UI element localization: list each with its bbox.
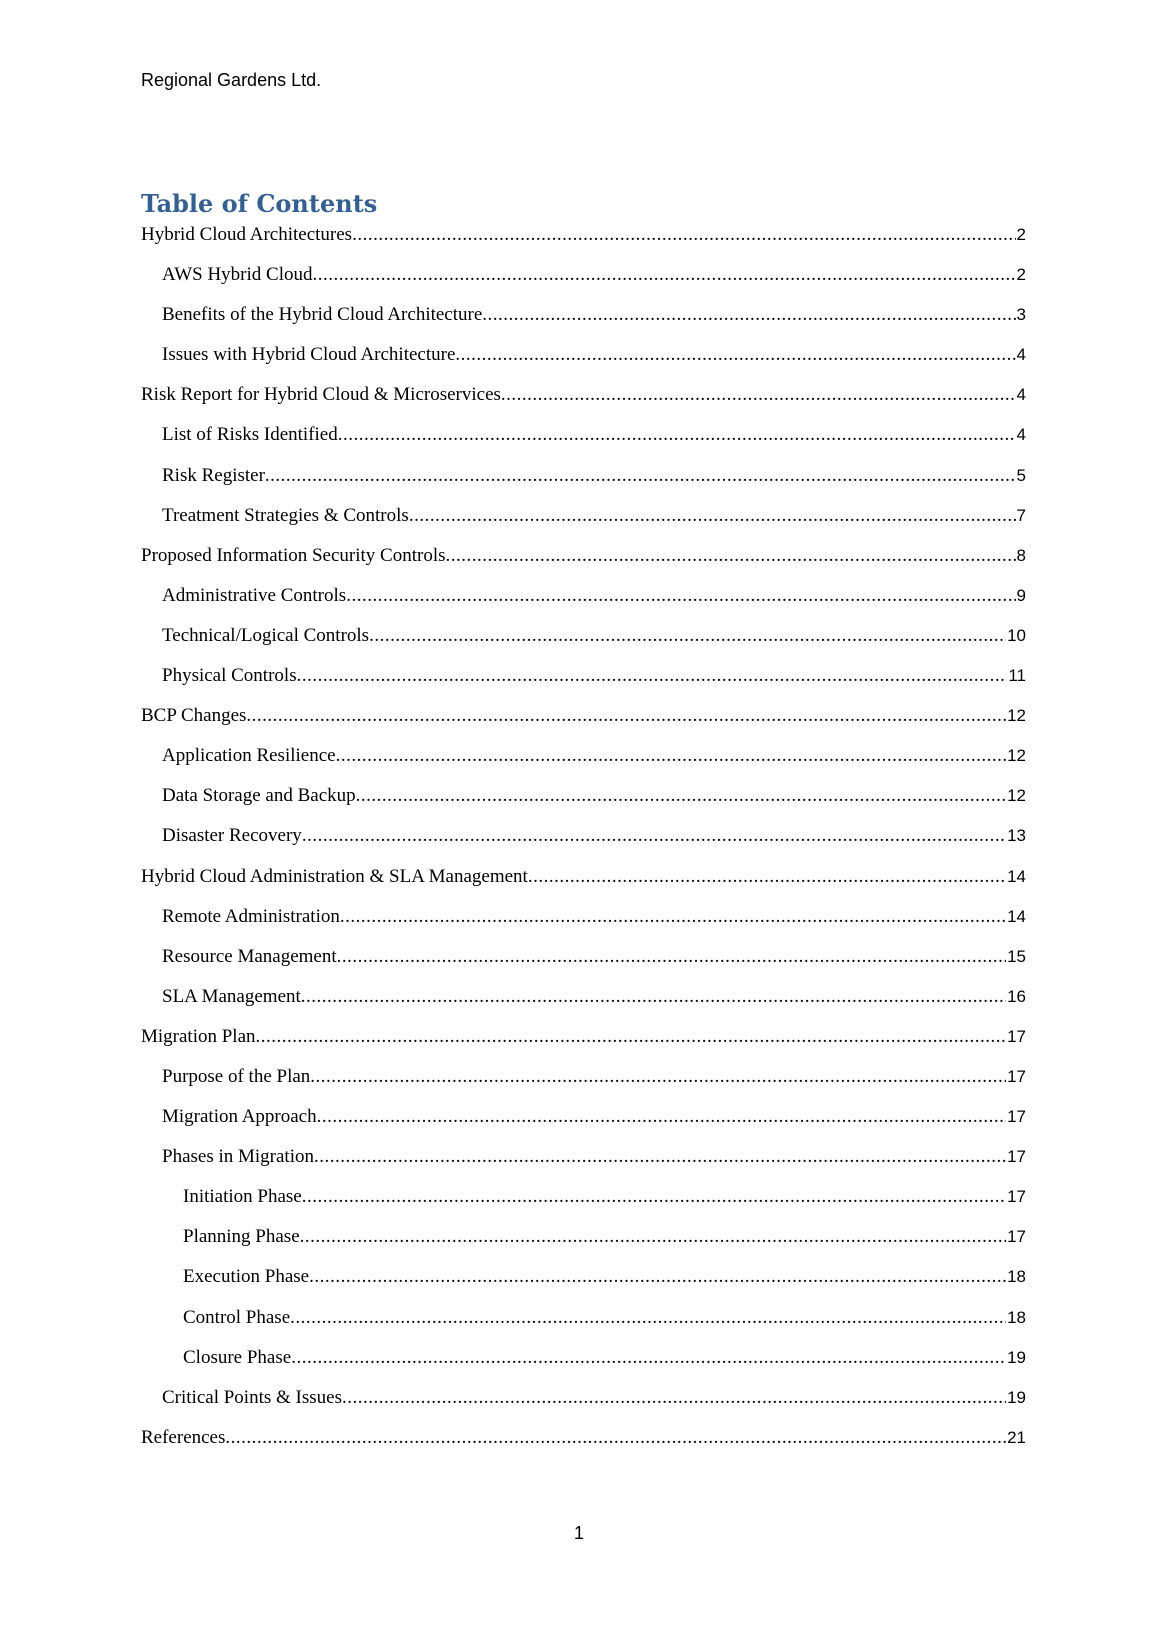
- toc-dot-leader: [342, 1384, 1006, 1412]
- toc-entry[interactable]: [141, 301, 1026, 341]
- toc-entry-label[interactable]: Remote Administration: [162, 905, 340, 927]
- toc-entry-label[interactable]: Data Storage and Backup: [162, 785, 356, 807]
- toc-entry-label[interactable]: Benefits of the Hybrid Cloud Architecture: [162, 304, 483, 326]
- toc-entry[interactable]: [141, 1103, 1026, 1143]
- toc-entry[interactable]: [141, 782, 1026, 822]
- toc-entry-label[interactable]: List of Risks Identified: [162, 424, 338, 446]
- toc-entry-page[interactable]: 19: [1007, 1387, 1026, 1407]
- toc-dot-leader: [528, 863, 1006, 891]
- toc-entry-label[interactable]: Initiation Phase: [183, 1186, 302, 1208]
- toc-entry-label[interactable]: Risk Register: [162, 464, 265, 486]
- toc-entry[interactable]: [141, 542, 1026, 582]
- toc-entry-page[interactable]: 10: [1007, 625, 1026, 645]
- toc-entry-page[interactable]: 14: [1007, 866, 1026, 886]
- toc-entry-page[interactable]: 18: [1007, 1267, 1026, 1287]
- toc-entry-label[interactable]: Application Resilience: [162, 745, 336, 767]
- toc-dot-leader: [291, 1344, 1006, 1372]
- toc-dot-leader: [225, 1424, 1006, 1452]
- toc-entry-page[interactable]: 4: [1016, 345, 1026, 365]
- toc-entry[interactable]: [141, 943, 1026, 983]
- toc-entry-label[interactable]: Resource Management: [162, 945, 337, 967]
- toc-list: [141, 221, 1026, 1464]
- toc-entry-label[interactable]: Planning Phase: [183, 1226, 300, 1248]
- toc-dot-leader: [301, 983, 1006, 1011]
- toc-entry-label[interactable]: Hybrid Cloud Administration & SLA Management: [141, 865, 528, 887]
- toc-entry[interactable]: [141, 662, 1026, 702]
- toc-dot-leader: [302, 1183, 1006, 1211]
- toc-entry[interactable]: [141, 742, 1026, 782]
- toc-entry-label[interactable]: Administrative Controls: [162, 584, 347, 606]
- toc-entry-label[interactable]: Risk Report for Hybrid Cloud & Microservices: [141, 384, 501, 406]
- toc-entry-label[interactable]: Phases in Migration: [162, 1146, 314, 1168]
- toc-entry-page[interactable]: 5: [1016, 465, 1026, 485]
- toc-dot-leader: [312, 261, 1015, 289]
- toc-dot-leader: [409, 502, 1016, 530]
- toc-entry-label[interactable]: Physical Controls: [162, 665, 297, 687]
- toc-entry[interactable]: [141, 1304, 1026, 1344]
- toc-entry[interactable]: [141, 863, 1026, 903]
- toc-entry-page[interactable]: 15: [1007, 946, 1026, 966]
- toc-entry[interactable]: [141, 822, 1026, 862]
- toc-entry[interactable]: [141, 421, 1026, 461]
- toc-dot-leader: [265, 462, 1016, 490]
- toc-entry-page[interactable]: 17: [1007, 1227, 1026, 1247]
- toc-entry[interactable]: [141, 1183, 1026, 1223]
- toc-dot-leader: [501, 381, 1016, 409]
- toc-entry[interactable]: [141, 1223, 1026, 1263]
- toc-entry-label[interactable]: Critical Points & Issues: [162, 1386, 342, 1408]
- toc-dot-leader: [302, 822, 1006, 850]
- toc-entry-page[interactable]: 3: [1016, 305, 1026, 325]
- toc-entry[interactable]: [141, 622, 1026, 662]
- toc-entry-page[interactable]: 17: [1007, 1107, 1026, 1127]
- toc-entry-page[interactable]: 12: [1007, 746, 1026, 766]
- toc-dot-leader: [297, 662, 1008, 690]
- toc-entry-label[interactable]: Disaster Recovery: [162, 825, 302, 847]
- toc-title: Table of Contents: [141, 189, 378, 218]
- toc-entry-label[interactable]: Control Phase: [183, 1306, 291, 1328]
- toc-dot-leader: [346, 582, 1015, 610]
- toc-entry[interactable]: [141, 261, 1026, 301]
- toc-entry-label[interactable]: Migration Approach: [162, 1106, 317, 1128]
- toc-dot-leader: [256, 1023, 1007, 1051]
- toc-entry[interactable]: [141, 1143, 1026, 1183]
- toc-dot-leader: [338, 421, 1016, 449]
- toc-dot-leader: [369, 622, 1006, 650]
- toc-entry-page[interactable]: 8: [1016, 545, 1026, 565]
- toc-entry-label[interactable]: Hybrid Cloud Architectures: [141, 224, 353, 245]
- toc-entry[interactable]: [141, 381, 1026, 421]
- toc-entry[interactable]: [141, 1063, 1026, 1103]
- toc-entry-page[interactable]: 4: [1016, 425, 1026, 445]
- toc-entry-label[interactable]: Issues with Hybrid Cloud Architecture: [162, 344, 456, 366]
- toc-entry-page[interactable]: 17: [1007, 1026, 1026, 1046]
- toc-entry-label[interactable]: AWS Hybrid Cloud: [162, 264, 313, 286]
- toc-dot-leader: [317, 1103, 1006, 1131]
- toc-entry[interactable]: [141, 1424, 1026, 1464]
- toc-entry-label[interactable]: References: [141, 1426, 226, 1448]
- toc-entry-page[interactable]: 18: [1007, 1307, 1026, 1327]
- toc-entry-page[interactable]: 17: [1007, 1147, 1026, 1167]
- toc-dot-leader: [482, 301, 1015, 329]
- toc-dot-leader: [455, 341, 1015, 369]
- toc-entry-page[interactable]: 17: [1007, 1066, 1026, 1086]
- toc-dot-leader: [309, 1263, 1006, 1291]
- toc-entry-page[interactable]: 17: [1007, 1187, 1026, 1207]
- toc-entry-page[interactable]: 4: [1016, 385, 1026, 405]
- toc-entry-page[interactable]: 13: [1007, 826, 1026, 846]
- toc-entry-page[interactable]: 14: [1007, 906, 1026, 926]
- toc-entry-page[interactable]: 21: [1007, 1427, 1026, 1447]
- toc-entry[interactable]: [141, 221, 1026, 261]
- toc-entry[interactable]: [141, 341, 1026, 381]
- toc-entry-page[interactable]: 11: [1008, 666, 1026, 686]
- toc-dot-leader: [446, 542, 1016, 570]
- toc-dot-leader: [340, 903, 1006, 931]
- toc-entry-label[interactable]: SLA Management: [162, 985, 301, 1007]
- toc-dot-leader: [336, 742, 1006, 770]
- toc-entry-label[interactable]: BCP Changes: [141, 705, 247, 727]
- toc-entry-label[interactable]: Proposed Information Security Controls: [141, 544, 446, 566]
- toc-entry[interactable]: [141, 582, 1026, 622]
- toc-entry[interactable]: [141, 1263, 1026, 1303]
- page-header-company: Regional Gardens Ltd.: [141, 70, 322, 90]
- toc-dot-leader: [314, 1143, 1006, 1171]
- toc-entry-label[interactable]: Execution Phase: [183, 1266, 310, 1288]
- toc-entry-page[interactable]: 12: [1007, 706, 1026, 726]
- toc-entry-page[interactable]: 19: [1007, 1347, 1026, 1367]
- toc-dot-leader: [337, 943, 1006, 971]
- toc-entry[interactable]: [141, 1023, 1026, 1063]
- toc-entry[interactable]: [141, 462, 1026, 502]
- toc-entry-label[interactable]: Technical/Logical Controls: [162, 624, 370, 646]
- toc-entry-page[interactable]: 12: [1007, 786, 1026, 806]
- toc-entry-label[interactable]: Migration Plan: [141, 1025, 256, 1047]
- toc-entry-label[interactable]: Treatment Strategies & Controls: [162, 504, 409, 526]
- toc-entry-page[interactable]: 2: [1016, 265, 1026, 285]
- toc-entry-page[interactable]: 16: [1007, 986, 1026, 1006]
- toc-dot-leader: [290, 1304, 1006, 1332]
- toc-entry[interactable]: [141, 502, 1026, 542]
- toc-entry[interactable]: [141, 702, 1026, 742]
- toc-dot-leader: [356, 782, 1006, 810]
- page-number: 1: [573, 1523, 584, 1543]
- toc-dot-leader: [352, 221, 1015, 249]
- toc-dot-leader: [310, 1063, 1006, 1091]
- toc-entry-page[interactable]: 9: [1016, 585, 1026, 605]
- toc-entry[interactable]: [141, 1384, 1026, 1424]
- toc-entry-label[interactable]: Closure Phase: [183, 1346, 292, 1368]
- toc-entry-page[interactable]: 7: [1016, 505, 1026, 525]
- toc-dot-leader: [246, 702, 1006, 730]
- toc-entry[interactable]: [141, 903, 1026, 943]
- toc-entry[interactable]: [141, 983, 1026, 1023]
- toc-dot-leader: [300, 1223, 1006, 1251]
- toc-entry-page[interactable]: 2: [1016, 225, 1026, 244]
- toc-entry[interactable]: [141, 1344, 1026, 1384]
- toc-entry-label[interactable]: Purpose of the Plan: [162, 1065, 311, 1087]
